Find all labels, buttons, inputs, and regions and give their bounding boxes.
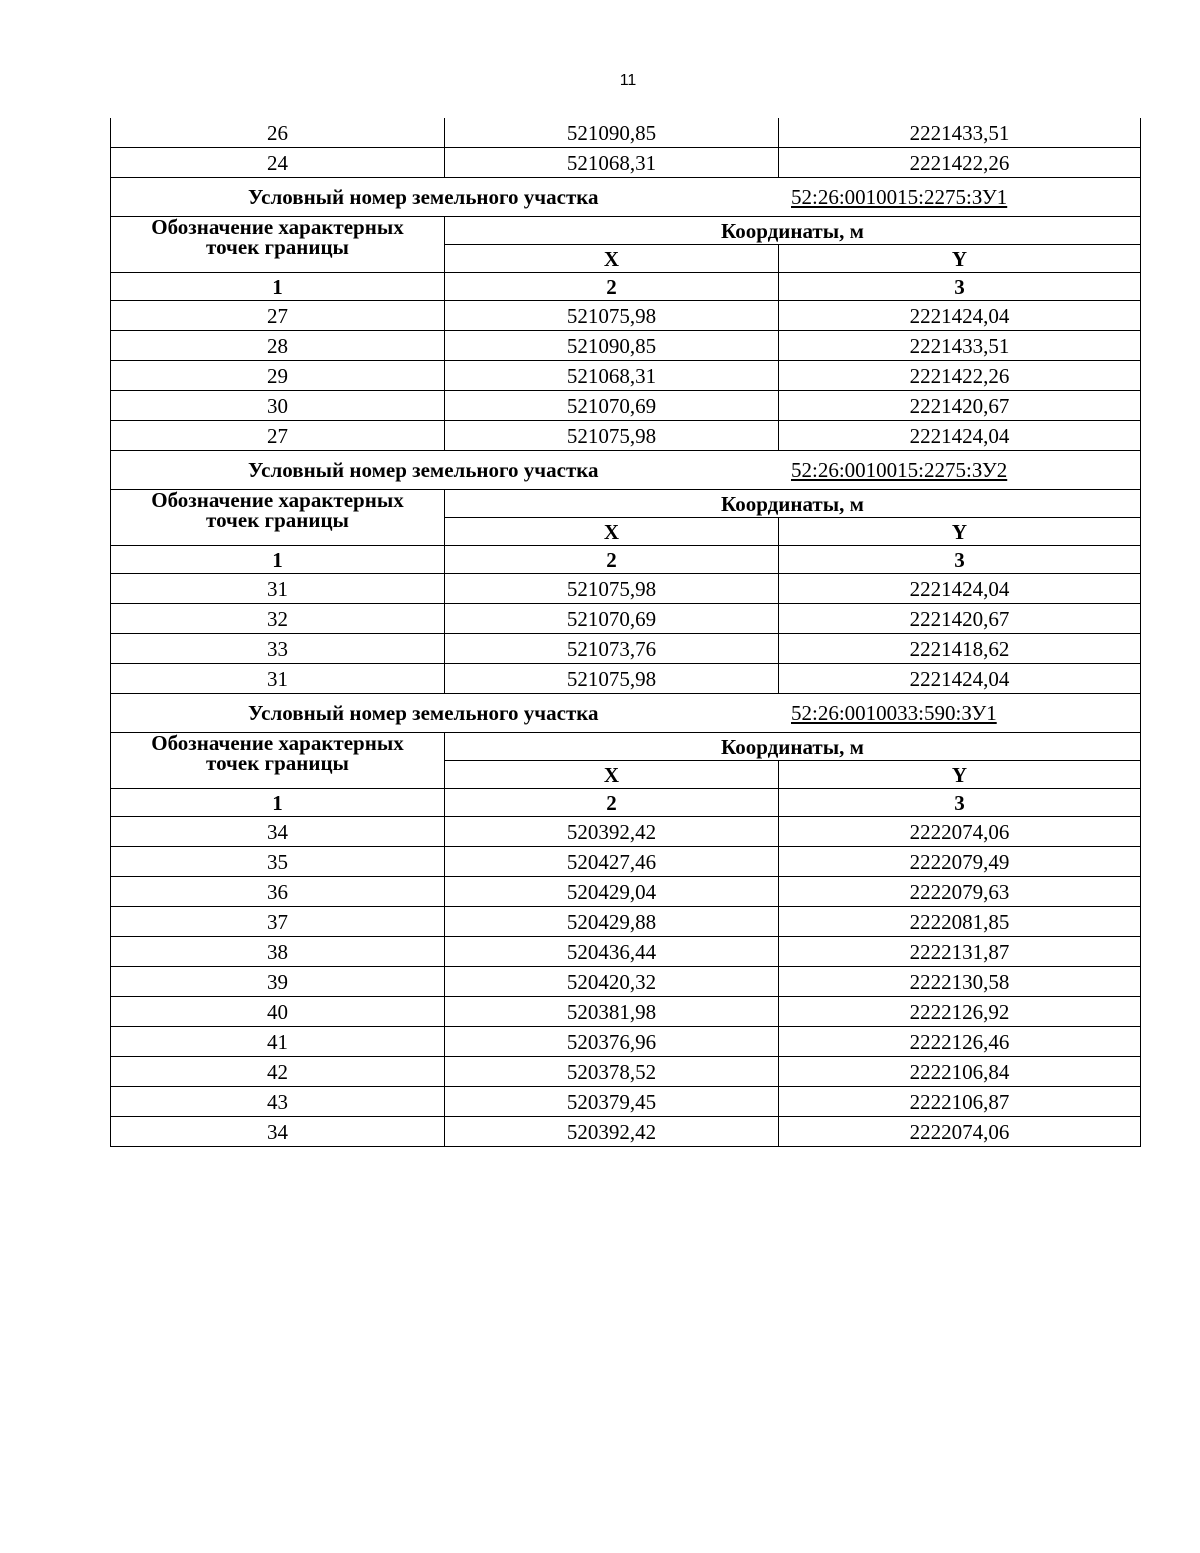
x-axis-header: X [445,761,779,789]
section-label: Условный номер земельного участка [248,701,599,725]
x-coordinate-cell: 521068,31 [445,148,779,178]
table-row [111,967,1141,997]
x-axis-header: X [445,245,779,273]
point-label-line2: точек границы [206,508,349,532]
point-label-header [111,217,445,273]
x-axis-header: X [445,518,779,546]
x-coordinate-cell: 521075,98 [445,301,779,331]
y-coordinate-cell: 2222126,46 [779,1027,1141,1057]
y-coordinate-cell: 2221433,51 [779,118,1141,148]
table-row [111,634,1141,664]
y-coordinate-cell: 2222074,06 [779,817,1141,847]
section-title-cell [111,694,1141,733]
table-row [111,877,1141,907]
point-number-cell: 41 [111,1027,445,1057]
x-coordinate-cell: 521075,98 [445,421,779,451]
x-coordinate-cell: 520429,88 [445,907,779,937]
y-coordinate-cell: 2221424,04 [779,301,1141,331]
y-coordinate-cell: 2222106,84 [779,1057,1141,1087]
x-coordinate-cell: 520436,44 [445,937,779,967]
table-row [111,847,1141,877]
point-number-cell: 34 [111,1117,445,1147]
point-label-line1: Обозначение характерных [151,215,404,239]
table-row [111,361,1141,391]
column-number-cell: 3 [779,789,1141,817]
section-label: Условный номер земельного участка [248,185,599,209]
point-number-cell: 24 [111,148,445,178]
point-label-header [111,733,445,789]
x-coordinate-cell: 521070,69 [445,391,779,421]
x-coordinate-cell: 521090,85 [445,331,779,361]
coordinates-table [110,118,1141,1147]
table-row [111,301,1141,331]
x-coordinate-cell: 521070,69 [445,604,779,634]
table-row [111,391,1141,421]
y-coordinate-cell: 2221418,62 [779,634,1141,664]
table-row [111,148,1141,178]
column-number-cell: 3 [779,273,1141,301]
point-number-cell: 39 [111,967,445,997]
table-row [111,907,1141,937]
column-number-cell: 1 [111,789,445,817]
point-number-cell: 37 [111,907,445,937]
y-coordinate-cell: 2221422,26 [779,148,1141,178]
x-coordinate-cell: 520429,04 [445,877,779,907]
section-title-row [111,178,1141,217]
column-number-row [111,546,1141,574]
y-coordinate-cell: 2221433,51 [779,331,1141,361]
point-number-cell: 31 [111,664,445,694]
column-number-row [111,789,1141,817]
x-coordinate-cell: 520379,45 [445,1087,779,1117]
point-number-cell: 31 [111,574,445,604]
column-number-cell: 1 [111,273,445,301]
table-row [111,937,1141,967]
coordinates-header: Координаты, м [445,733,1141,761]
column-number-cell: 2 [445,273,779,301]
table-row [111,421,1141,451]
x-coordinate-cell: 520381,98 [445,997,779,1027]
table-row [111,1027,1141,1057]
y-coordinate-cell: 2221424,04 [779,574,1141,604]
y-axis-header: Y [779,518,1141,546]
y-coordinate-cell: 2222081,85 [779,907,1141,937]
cadastral-code: 52:26:0010033:590:ЗУ1 [791,701,997,725]
point-number-cell: 42 [111,1057,445,1087]
x-coordinate-cell: 520392,42 [445,817,779,847]
table-row [111,1087,1141,1117]
x-coordinate-cell: 521075,98 [445,574,779,604]
point-number-cell: 35 [111,847,445,877]
table-row [111,664,1141,694]
y-axis-header: Y [779,245,1141,273]
section-title-cell [111,451,1141,490]
y-coordinate-cell: 2222126,92 [779,997,1141,1027]
x-coordinate-cell: 520392,42 [445,1117,779,1147]
y-axis-header: Y [779,761,1141,789]
point-label-line2: точек границы [206,751,349,775]
point-number-cell: 38 [111,937,445,967]
cadastral-code: 52:26:0010015:2275:ЗУ2 [791,458,1008,482]
y-coordinate-cell: 2222079,49 [779,847,1141,877]
y-coordinate-cell: 2221424,04 [779,421,1141,451]
table-row [111,817,1141,847]
point-number-cell: 34 [111,817,445,847]
point-number-cell: 27 [111,421,445,451]
x-coordinate-cell: 520378,52 [445,1057,779,1087]
y-coordinate-cell: 2221420,67 [779,604,1141,634]
y-coordinate-cell: 2221420,67 [779,391,1141,421]
y-coordinate-cell: 2221424,04 [779,664,1141,694]
x-coordinate-cell: 520427,46 [445,847,779,877]
table-row [111,118,1141,148]
y-coordinate-cell: 2222074,06 [779,1117,1141,1147]
table-row [111,574,1141,604]
column-number-cell: 2 [445,546,779,574]
header-row [111,490,1141,518]
section-title-row [111,451,1141,490]
point-label-line1: Обозначение характерных [151,488,404,512]
x-coordinate-cell: 520420,32 [445,967,779,997]
point-number-cell: 40 [111,997,445,1027]
point-number-cell: 28 [111,331,445,361]
header-row [111,217,1141,245]
point-number-cell: 26 [111,118,445,148]
point-number-cell: 27 [111,301,445,331]
table-row [111,1057,1141,1087]
table-row [111,331,1141,361]
table-row [111,1117,1141,1147]
section-label: Условный номер земельного участка [248,458,599,482]
column-number-row [111,273,1141,301]
y-coordinate-cell: 2221422,26 [779,361,1141,391]
table-row [111,997,1141,1027]
point-label-line1: Обозначение характерных [151,731,404,755]
y-coordinate-cell: 2222130,58 [779,967,1141,997]
point-number-cell: 32 [111,604,445,634]
x-coordinate-cell: 521068,31 [445,361,779,391]
section-title-row [111,694,1141,733]
x-coordinate-cell: 521090,85 [445,118,779,148]
cadastral-code: 52:26:0010015:2275:ЗУ1 [791,185,1008,209]
point-number-cell: 36 [111,877,445,907]
coordinates-header: Координаты, м [445,490,1141,518]
column-number-cell: 3 [779,546,1141,574]
x-coordinate-cell: 521075,98 [445,664,779,694]
point-number-cell: 33 [111,634,445,664]
point-number-cell: 29 [111,361,445,391]
header-row [111,733,1141,761]
x-coordinate-cell: 521073,76 [445,634,779,664]
x-coordinate-cell: 520376,96 [445,1027,779,1057]
point-label-line2: точек границы [206,235,349,259]
point-label-header [111,490,445,546]
y-coordinate-cell: 2222079,63 [779,877,1141,907]
section-title-cell [111,178,1141,217]
table-row [111,604,1141,634]
coordinates-header: Координаты, м [445,217,1141,245]
y-coordinate-cell: 2222131,87 [779,937,1141,967]
point-number-cell: 30 [111,391,445,421]
y-coordinate-cell: 2222106,87 [779,1087,1141,1117]
column-number-cell: 2 [445,789,779,817]
page-number: 11 [619,72,637,89]
point-number-cell: 43 [111,1087,445,1117]
column-number-cell: 1 [111,546,445,574]
